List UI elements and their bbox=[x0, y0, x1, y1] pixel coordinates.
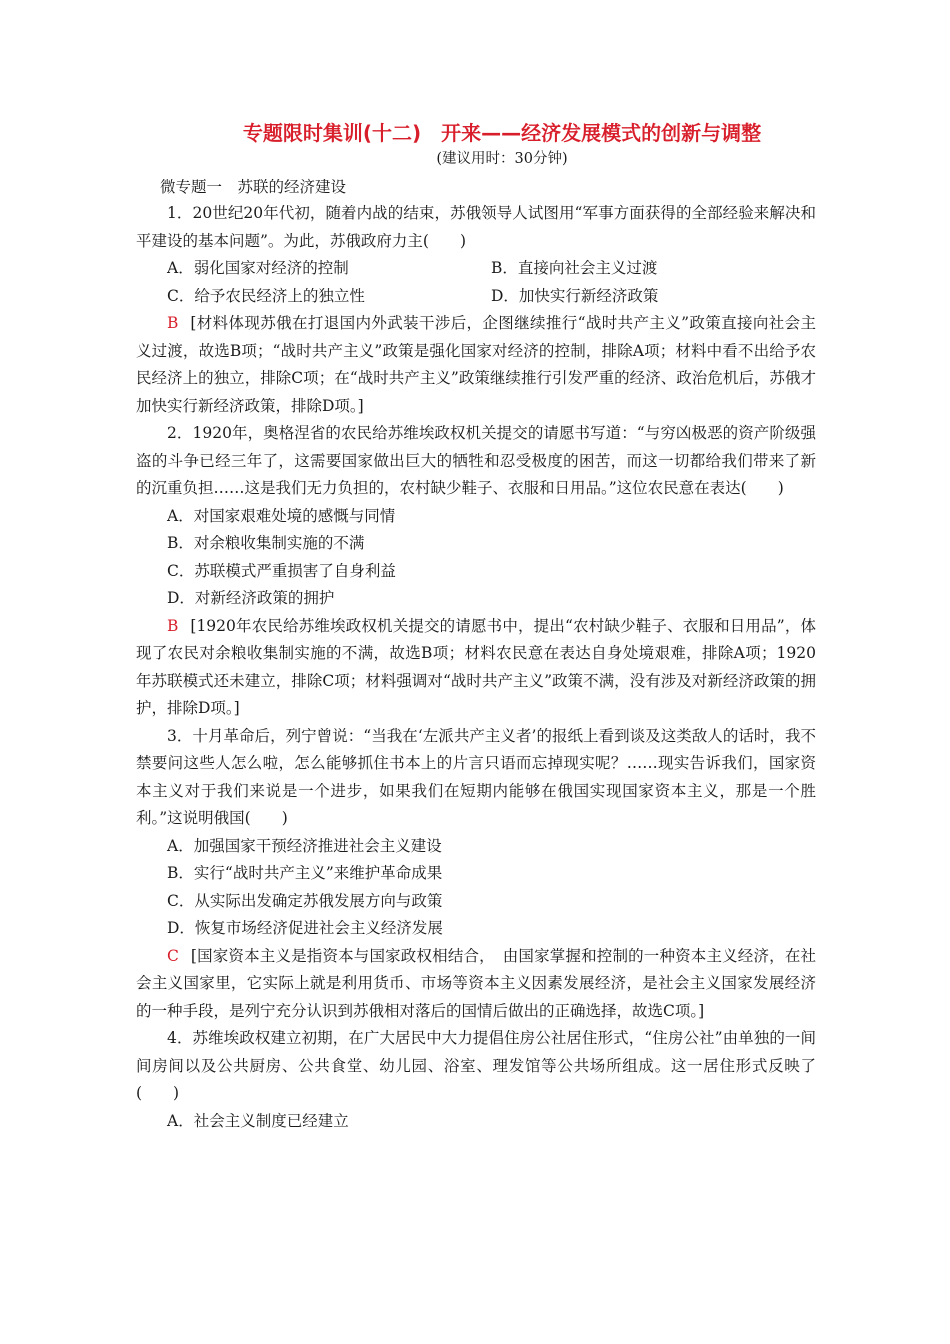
explanation-text: [材料体现苏俄在打退国内外武装干涉后，企图继续推行“战时共产主义”政策直接向社会主义过渡，故选B项；“战时共产主义”政策是强化国家对经济的控制，排除A项；材料中看不出给予农民经济上的独立，排除C项；在“战时共产主义”政策继续推行引发严重的经济、政治危机后，苏俄才加快实行新经济政策，排除D项。] bbox=[136, 314, 816, 415]
option-a: A．弱化国家对经济的控制 bbox=[167, 259, 349, 277]
time-suggestion: (建议用时：30分钟) bbox=[436, 151, 568, 167]
question-stem: 1．20世纪20年代初，随着内战的结束，苏俄领导人试图用“军事方面获得的全部经验来解决和平建设的基本问题”。为此，苏俄政府力主( ) bbox=[136, 204, 816, 250]
section-heading: 微专题一 苏联的经济建设 bbox=[160, 178, 347, 196]
option-b: B．实行“战时共产主义”来维护革命成果 bbox=[167, 864, 443, 882]
option-a: A．对国家艰难处境的感慨与同情 bbox=[167, 506, 396, 525]
answer-letter: B bbox=[167, 314, 179, 332]
answer-explanation bbox=[136, 310, 816, 420]
option-c: C．苏联模式严重损害了自身利益 bbox=[167, 561, 396, 580]
question-stem: 3．十月革命后，列宁曾说：“当我在‘左派共产主义者’的报纸上看到谈及这类敌人的话时，我不禁要问这些人怎么啦，怎么能够抓住书本上的片言只语而忘掉现实呢？……现实告诉我们，国家资本主义对于我们来说是一个进步，如果我们在短期内能够在俄国实现国家资本主义，那是一个胜利。”这说明俄国( ) bbox=[136, 726, 816, 827]
answer-letter: B bbox=[167, 616, 179, 635]
option-d: D．对新经济政策的拥护 bbox=[167, 589, 335, 607]
option-a: A．社会主义制度已经建立 bbox=[167, 1111, 349, 1130]
explanation-text: [1920年农民给苏维埃政权机关提交的请愿书中，提出“农村缺少鞋子、衣服和日用品”，体现了农民对余粮收集制实施的不满，故选B项；材料农民意在表达自身处境艰难，排除A项；1920年苏联模式还未建立，排除C项；材料强调对“战时共产主义”政策不满，没有涉及对新经济政策的拥护，排除D项。] bbox=[136, 616, 816, 717]
question-3 bbox=[136, 723, 816, 1026]
option-b: B．对余粮收集制实施的不满 bbox=[167, 534, 365, 552]
page-title: 专题限时集训(十二) 开来——经济发展模式的创新与调整 bbox=[242, 121, 762, 145]
answer-letter: C bbox=[167, 946, 179, 965]
question-2 bbox=[136, 420, 816, 723]
question-4 bbox=[136, 1025, 816, 1135]
option-c: C．从实际出发确定苏俄发展方向与政策 bbox=[167, 891, 443, 910]
option-a: A．加强国家干预经济推进社会主义建设 bbox=[167, 836, 442, 855]
document-page bbox=[136, 118, 816, 1135]
explanation-text: [国家资本主义是指资本与国家政权相结合， 由国家掌握和控制的一种资本主义经济，在社会主义国家里，它实际上就是利用货币、市场等资本主义因素发展经济，是社会主义国家发展经济的一种手段，是列宁充分认识到苏俄相对落后的国情后做出的正确选择，故选C项。] bbox=[136, 946, 816, 1020]
question-stem: 2．1920年，奥格涅省的农民给苏维埃政权机关提交的请愿书写道：“与穷凶极恶的资产阶级强盗的斗争已经三年了，这需要国家做出巨大的牺牲和忍受极度的困苦，而这一切都给我们带来了新的沉重负担……这是我们无力负担的，农村缺少鞋子、衣服和日用品。”这位农民意在表达( ) bbox=[136, 424, 816, 497]
option-b: B．直接向社会主义过渡 bbox=[491, 259, 658, 277]
option-d: D．恢复市场经济促进社会主义经济发展 bbox=[167, 919, 443, 937]
answer-explanation bbox=[136, 943, 816, 1026]
option-d: D．加快实行新经济政策 bbox=[491, 286, 659, 305]
option-c: C．给予农民经济上的独立性 bbox=[167, 286, 365, 305]
answer-explanation bbox=[136, 613, 816, 723]
question-1 bbox=[136, 200, 816, 420]
question-stem: 4．苏维埃政权建立初期，在广大居民中大力提倡住房公社居住形式，“住房公社”由单独的一间间房间以及公共厨房、公共食堂、幼儿园、浴室、理发馆等公共场所组成。这一居住形式反映了( ) bbox=[136, 1029, 816, 1102]
